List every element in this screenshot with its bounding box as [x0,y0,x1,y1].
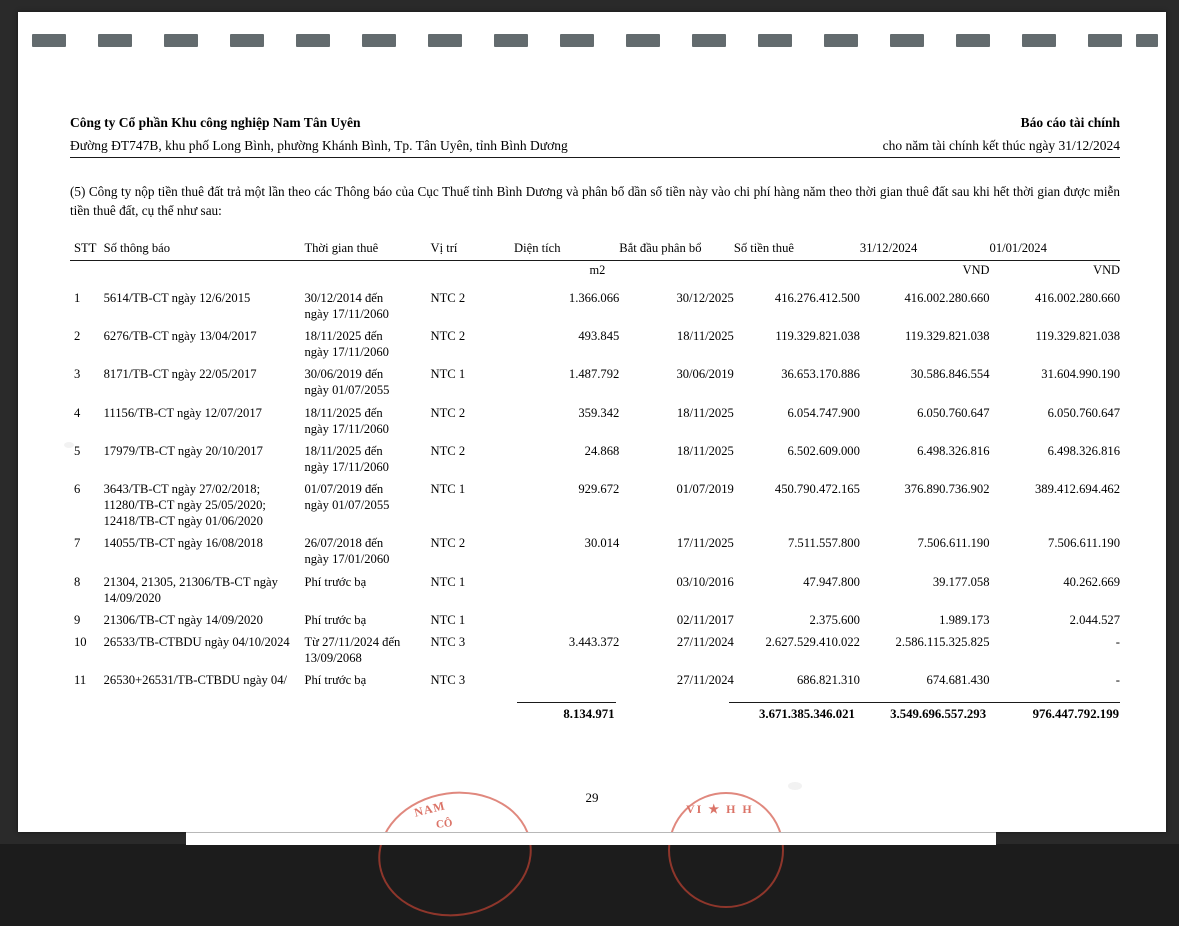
total-01012024: 976.447.792.199 [987,703,1120,724]
cell-area [514,667,619,689]
table-row [70,323,1120,361]
cell-lease-period: 30/06/2019 đến ngày 01/07/2055 [304,367,390,398]
col-header-lease-period: Thời gian thuê [304,240,430,261]
cell-lease-amount: 2.627.529.410.022 [765,634,860,649]
table-row [70,438,1120,476]
table-row [70,400,1120,438]
table-row [70,569,1120,607]
col-header-allocation-start: Bắt đầu phân bổ [619,240,734,261]
cell-stt: 6 [74,481,81,496]
cell-location: NTC 3 [430,673,466,688]
cell-lease-amount: 47.947.800 [803,574,860,589]
cell-balance-31122024: 6.498.326.816 [917,443,990,458]
cell-stt: 8 [74,574,81,589]
table-row [70,667,1120,689]
report-period: cho năm tài chính kết thúc ngày 31/12/2024 [882,138,1120,153]
cell-balance-01012024: - [1115,673,1120,688]
cell-allocation-start: 18/11/2025 [676,443,734,458]
cell-lease-period: Từ 27/11/2024 đến 13/09/2068 [304,634,401,665]
col-header-balance-31122024: 31/12/2024 [860,240,990,261]
cell-stt: 7 [74,536,81,551]
note-paragraph: (5) Công ty nộp tiền thuê đất trả một lần theo các Thông báo của Cục Thuế tỉnh Bình Dương và phân bổ dần số tiền này vào chi phí hàng năm theo thời gian thuê đất sau khi hết thời gian được miễn tiền thuê đất, cụ thể như sau: [70,184,1120,219]
cell-area: 929.672 [578,481,620,496]
company-name: Công ty Cổ phần Khu công nghiệp Nam Tân Uyên [70,115,361,130]
cell-balance-01012024: 31.604.990.190 [1041,367,1120,382]
report-title: Báo cáo tài chính [1020,115,1120,130]
cell-allocation-start: 01/07/2019 [676,481,734,496]
col-header-lease-amount: Số tiền thuê [734,240,860,261]
cell-location: NTC 3 [430,634,466,649]
cell-lease-period: 18/11/2025 đến ngày 17/11/2060 [304,405,389,436]
cell-lease-amount: 2.375.600 [809,612,860,627]
cell-balance-01012024: 2.044.527 [1069,612,1120,627]
cell-balance-31122024: 39.177.058 [932,574,990,589]
table-row [70,629,1120,667]
cell-lease-period: 30/12/2014 đến ngày 17/11/2060 [304,290,389,321]
cell-area: 359.342 [578,405,620,420]
seal-left-text-2: CÔ [435,817,454,831]
cell-notice-number: 17979/TB-CT ngày 20/10/2017 [103,443,263,458]
next-page-edge [186,832,996,845]
cell-stt: 1 [74,290,81,305]
cell-stt: 5 [74,443,81,458]
cell-notice-number: 26533/TB-CTBDU ngày 04/10/2024 [103,634,290,649]
cell-lease-amount: 686.821.310 [796,673,860,688]
col-header-area: Diện tích [514,240,619,261]
cell-area: 3.443.372 [568,634,620,649]
cell-balance-01012024: 6.050.760.647 [1047,405,1120,420]
cell-balance-01012024: 389.412.694.462 [1034,481,1120,496]
cell-balance-01012024: 7.506.611.190 [1048,536,1120,551]
cell-lease-period: Phí trước bạ [304,612,367,627]
document-content [18,12,1166,832]
cell-notice-number: 14055/TB-CT ngày 16/08/2018 [103,536,263,551]
total-31122024: 3.549.696.557.293 [856,703,987,724]
cell-lease-period: Phí trước bạ [304,673,367,688]
company-seal-left-icon [378,782,538,857]
cell-allocation-start: 27/11/2024 [676,673,734,688]
cell-balance-31122024: 30.586.846.554 [910,367,990,382]
cell-lease-amount: 416.276.412.500 [774,290,860,305]
cell-lease-period: 26/07/2018 đến ngày 17/01/2060 [304,536,390,567]
cell-stt: 3 [74,367,81,382]
cell-balance-31122024: 119.329.821.038 [904,329,990,344]
col-header-stt: STT [70,240,104,261]
cell-balance-31122024: 6.050.760.647 [917,405,990,420]
cell-balance-31122024: 416.002.280.660 [904,290,990,305]
cell-lease-amount: 450.790.472.165 [774,481,860,496]
table-row [70,285,1120,323]
cell-location: NTC 1 [430,612,466,627]
seal-right-text: VI ★ H H [686,802,754,816]
cell-lease-period: 18/11/2025 đến ngày 17/11/2060 [304,329,389,360]
cell-lease-period: Phí trước bạ [304,574,367,589]
cell-lease-period: 18/11/2025 đến ngày 17/11/2060 [304,443,389,474]
cell-lease-amount: 6.502.609.000 [787,443,860,458]
unit-lease-amount [734,261,860,285]
col-header-notice-number: Số thông báo [104,240,305,261]
cell-stt: 11 [74,673,87,688]
cell-stt: 4 [74,405,81,420]
cell-notice-number: 8171/TB-CT ngày 22/05/2017 [103,367,257,382]
cell-area: 1.366.066 [568,290,620,305]
cell-area: 1.487.792 [568,367,620,382]
header-divider [70,157,1120,158]
document-header [70,115,1120,158]
table-row [70,476,1120,530]
total-area: 8.134.971 [517,703,616,724]
cell-balance-31122024: 674.681.430 [926,673,990,688]
cell-stt: 2 [74,329,81,344]
cell-balance-31122024: 2.586.115.325.825 [895,634,990,649]
cell-balance-31122024: 7.506.611.190 [917,536,990,551]
cell-stt: 10 [74,634,87,649]
lease-table [70,240,1120,689]
table-row [70,530,1120,568]
cell-allocation-start: 18/11/2025 [676,405,734,420]
cell-location: NTC 2 [430,290,466,305]
cell-allocation-start: 27/11/2024 [676,634,734,649]
page-number: 29 [585,790,599,805]
cell-notice-number: 11156/TB-CT ngày 12/07/2017 [103,405,262,420]
cell-balance-31122024: 1.989.173 [939,612,990,627]
seal-left-text: NAM [412,798,447,820]
cell-allocation-start: 30/12/2025 [676,290,734,305]
cell-balance-01012024: 40.262.669 [1063,574,1120,589]
company-address: Đường ĐT747B, khu phố Long Bình, phường Khánh Bình, Tp. Tân Uyên, tỉnh Bình Dương [70,138,568,153]
col-header-location: Vị trí [431,240,515,261]
cell-area: 30.014 [584,536,620,551]
table-units-row [70,261,1120,285]
cell-allocation-start: 17/11/2025 [676,536,734,551]
cell-balance-01012024: 119.329.821.038 [1035,329,1120,344]
cell-location: NTC 2 [430,536,466,551]
cell-lease-amount: 6.054.747.900 [787,405,860,420]
cell-lease-amount: 36.653.170.886 [781,367,860,382]
paper-smudge [788,782,802,790]
cell-area: 493.845 [578,329,620,344]
document-page [18,12,1166,832]
col-header-balance-01012024: 01/01/2024 [990,240,1120,261]
cell-allocation-start: 02/11/2017 [676,612,734,627]
cell-notice-number: 26530+26531/TB-CTBDU ngày 04/ [103,673,288,688]
cell-location: NTC 2 [430,329,466,344]
cell-balance-01012024: - [1115,634,1120,649]
cell-notice-number: 6276/TB-CT ngày 13/04/2017 [103,329,257,344]
unit-01012024: VND [1093,263,1120,277]
cell-notice-number: 21304, 21305, 21306/TB-CT ngày 14/09/2020 [103,574,278,605]
company-seal-right-icon [668,780,788,860]
cell-allocation-start: 03/10/2016 [676,574,734,589]
cell-lease-period: 01/07/2019 đến ngày 01/07/2055 [304,481,390,513]
cell-notice-number: 21306/TB-CT ngày 14/09/2020 [103,612,263,627]
cell-location: NTC 2 [430,443,466,458]
unit-area: m2 [589,263,606,277]
unit-31122024: VND [962,263,990,277]
cell-location: NTC 1 [430,367,466,382]
cell-location: NTC 1 [430,574,466,589]
cell-area [514,569,619,607]
cell-notice-number: 5614/TB-CT ngày 12/6/2015 [103,290,251,305]
cell-area: 24.868 [584,443,620,458]
total-lease-amount: 3.671.385.346.021 [729,703,856,724]
cell-lease-amount: 119.329.821.038 [775,329,860,344]
cell-notice-number: 3643/TB-CT ngày 27/02/2018; 11280/TB-CT ngày 25/05/2020; 12418/TB-CT ngày 01/06/2020 [103,481,266,529]
table-row [70,607,1120,629]
table-body [70,261,1120,690]
cell-balance-01012024: 416.002.280.660 [1034,290,1120,305]
cell-allocation-start: 18/11/2025 [676,329,734,344]
cell-lease-amount: 7.511.557.800 [787,536,860,551]
table-header [70,240,1120,261]
cell-stt: 9 [74,612,81,627]
cell-allocation-start: 30/06/2019 [676,367,734,382]
totals-row [70,702,1120,723]
paper-smudge [64,442,74,448]
cell-location: NTC 2 [430,405,466,420]
table-row [70,361,1120,399]
cell-area [514,607,619,629]
cell-balance-31122024: 376.890.736.902 [904,481,990,496]
cell-balance-01012024: 6.498.326.816 [1047,443,1120,458]
cell-location: NTC 1 [430,481,466,496]
